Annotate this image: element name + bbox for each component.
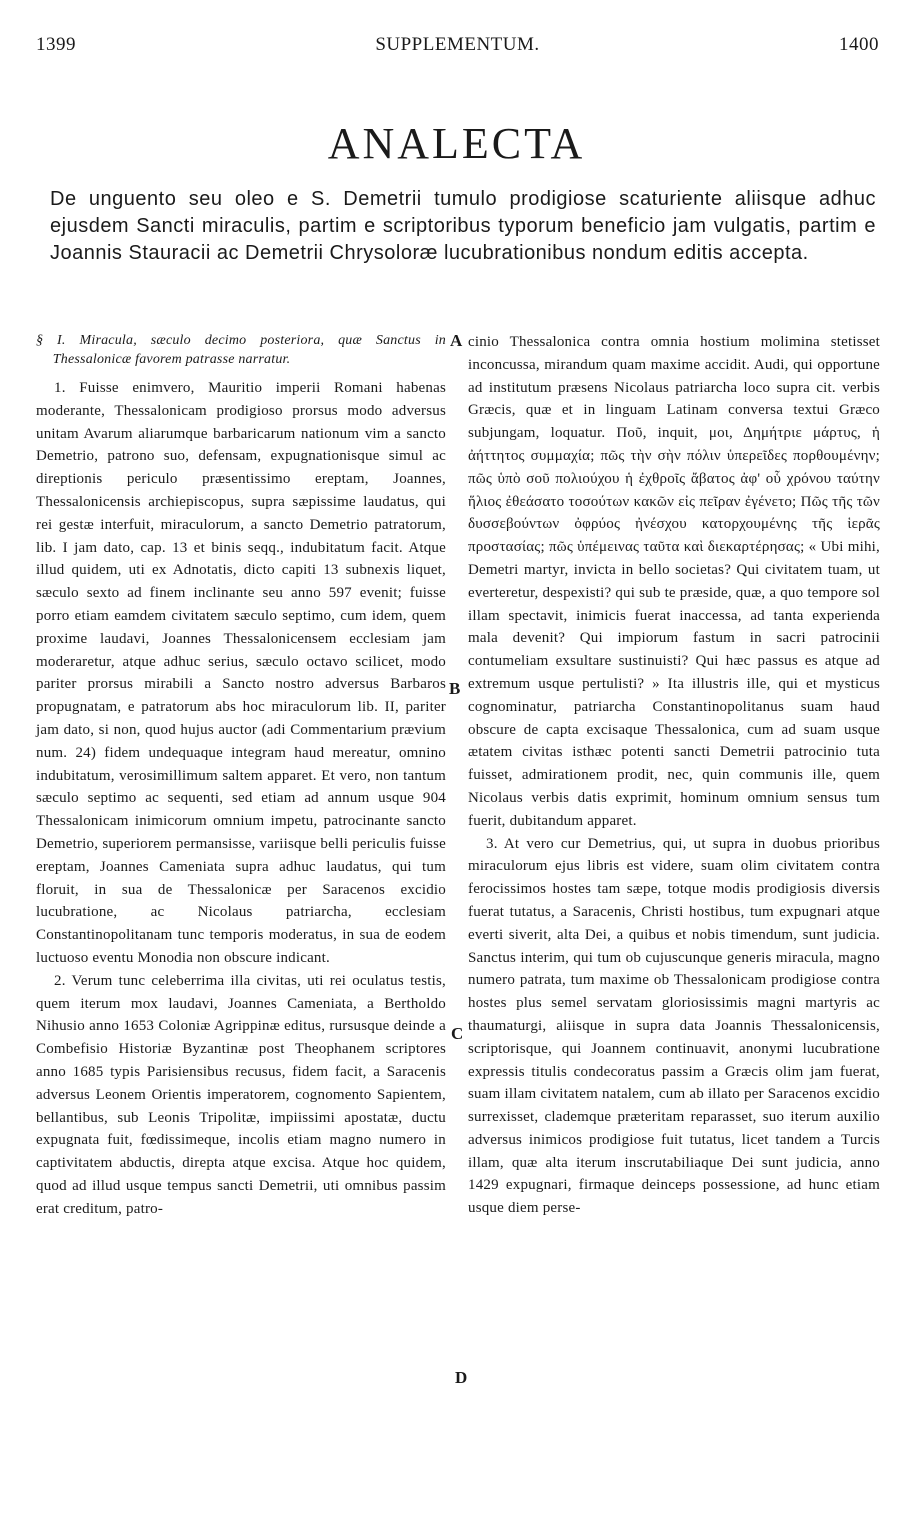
paragraph-1: 1. Fuisse enimvero, Mauritio imperii Romani habenas moderante, Thessalonicam prodigioso prorsus modo adversus unitam Avarum aliarumque barbaricarum nationum vim a sancto Demetrio, patrono suo, defensam, expugnationisque simul ac direptionis periculo præsentissimo ereptam, Joannes, Thessalonicensis archiepiscopus, supra sæpissime laudatus, qui rei gestæ interfuit, miraculorum, a sancto Demetrio patratorum, lib. I jam dato, cap. 13 et binis seqq., indubitatum facit. Atque illud quidem, uti ex Adnotatis, dicto capiti 13 subnexis liquet, sæculo sexto ad finem inclinante seu anno 597 evenit; fuisse porro etiam eamdem civitatem sæculo septimo, cum idem, quem proxime laudavi, Joannes Thessalonicensem ecclesiam jam moderaretur, atque adhuc serius, sæculo octavo scilicet, modo pariter prorsus mirabili a Sancto nostro adversus Barbaros propugnatam, e patratorum abs hoc miraculorum lib. II, pariter jam dato, si non, quod hujus auctor (adi Commentarium prævium num. 24) fidem undequaque integram haud mereatur, omnino indubitatum, verosimillimum saltem apparet. Et vero, non tantum sæculo septimo ac sequenti, sed etiam ad annum usque 904 Thessalonicam inimicorum omnium impetu, patrocinante sancto Demetrio, superiorem permansisse, variisque belli periculis fuisse ereptam, Joannes Cameniata supra adhuc laudatus, qui tum floruit, in sua de Thessalonicæ per Saracenos excidio lucubratione, ac Nicolaus patriarcha, ecclesiam Constantinopolitanam tunc temporis moderatus, in sua de eodem luctuoso eventu Monodia non obscure indicant. xyxy=(36,380,446,966)
paragraph-2: 2. Verum tunc celeberrima illa civitas, uti rei oculatus testis, quem iterum mox laudavi, Joannes Cameniata, a Bertholdo Nihusio anno 1653 Coloniæ Agrippinæ editus, rursusque deinde a Combefisio Historiæ Byzantinæ post Theophanem scriptores anno 1685 typis Parisiensibus recusus, fidem facit, a Saracenis adversus Leonem Orientis imperatorem, cognomento Sapientem, bellantibus, sub Leonis Tripolitæ, impiissimi apostatæ, ductu expugnata fuit, fœdissimeque, incolis etiam magno numero in captivitatem abductis, direpta atque excisa. Atque hoc quidem, quod ad illud usque tempus sancti Demetrii, uti omnibus passim erat creditum, patro- xyxy=(36,972,446,1217)
page-number-right: 1400 xyxy=(839,34,879,55)
left-column xyxy=(36,331,446,1220)
margin-letter-a: A xyxy=(450,331,463,350)
margin-letter-c: C xyxy=(451,1024,464,1043)
page-number-left: 1399 xyxy=(36,34,76,55)
paragraph-continued: cinio Thessalonica contra omnia hostium molimina stetisset inconcussa, mirandum quam maxime accidit. Audi, qui opportune ad institutum præsens Nicolaus patriarcha loco supra cit. verbis Græcis, quæ et in linguam Latinam conversa textui Græco subjungam, loquatur. Ποῦ, inquit, μοι, Δημήτριε μάρτυς, ἡ ἀήττητος συμμαχία; πῶς τὴν σὴν πόλιν ὑπερεῖδες πορθουμένην; πῶς ὑπὸ σοῦ πολιούχου ἡ ἐχθροῖς ἄβατος ἀφ' οὗ χρόνου ταύτην ἥλιος ἐθεάσατο τοσούτων κακῶν εἰς πεῖραν ἐγένετο; Πῶς τῆς τῶν δυσσεβούντων ὀφρύος ἠνέσχου κατορχουμένης τῆς ἱερᾶς προστασίας; πῶς ὑπέμεινας ταῦτα καὶ διεκαρτέρησας; « Ubi mihi, Demetri martyr, invicta in bello societas? Qui civitatem tuam, ut everteretur, despexisti? qui sub te præside, quæ, a quo tempore sol illam spectavit, inimicis fuerat inaccessa, ad tanta experienda mala devenit? Qui impiorum fastum in sacri patrocinii contumeliam exsultare sustinuisti? Qui hæc passus es atque ad extremum usque pertulisti? » Ita illustris ille, qui et mysticus cognominatur, patriarcha Constantinopolitanus suam haud obscure de capta excisaque Thessalonica, cum ad suam usque ætatem civitas isthæc potenti sancti Demetrii patrocinio tuta fuisset, admirationem prodit, nec, quin communis ille, quem Nicolaus verbis datis exprimit, hominum omnium sensus tum fuerit, dubitandum apparet. xyxy=(468,334,880,829)
right-column xyxy=(468,331,880,1220)
running-head xyxy=(36,34,879,60)
section-heading: § I. Miracula, sæculo decimo posteriora, quæ Sanctus in Thessalonicæ favorem patrasse narratur. xyxy=(36,333,446,367)
main-title: ANALECTA xyxy=(327,119,586,168)
margin-letter-b: B xyxy=(449,679,461,698)
running-title: SUPPLEMENTUM. xyxy=(375,34,540,55)
paragraph-3: 3. At vero cur Demetrius, qui, ut supra in duobus prioribus miraculorum ejus libris est videre, suam olim civitatem contra ferocissimos hostes tam sæpe, totque modis prodigiosis diversis fuerat tutatus, a Saracenis, Christi hostibus, tum expugnari atque everti siverit, alta Dei, a quibus et nobis timendum, sunt judicia. Sanctus interim, qui tum ob cujuscunque generis miracula, magno numero patrata, tum maxime ob Thessalonicam prodigiose contra hostes plus semel servatam gloriosissimis magni martyris ac thaumaturgi, aliisque in supra data Joannis Thessalonicensis, scriptorisque, qui Joannem continuavit, anonymi lucubratione expressis titulis condecoratus passim a Græcis olim jam fuerat, suam illam civitatem natalem, cum ab illato per Saracenos excidio surrexisset, clademque præteritam reparasset, suo iterum auxilio adversus inimicos prodigiose fuit tutatus, licet tandem a Turcis illam, quæ alta iterum inscrutabiliaque Dei sunt judicia, anno 1429 expugnari, firmaque deinceps possessione, ad hunc etiam usque diem perse- xyxy=(468,835,880,1217)
margin-letter-d: D xyxy=(455,1368,468,1387)
subtitle: De unguento seu oleo e S. Demetrii tumulo prodigiose scaturiente aliisque adhuc ejusdem Sancti miraculis, partim e scriptoribus typorum beneficio jam vulgatis, partim e Joannis Stauracii ac Demetrii Chrysoloræ lucubrationibus nondum editis accepta. xyxy=(50,188,876,264)
